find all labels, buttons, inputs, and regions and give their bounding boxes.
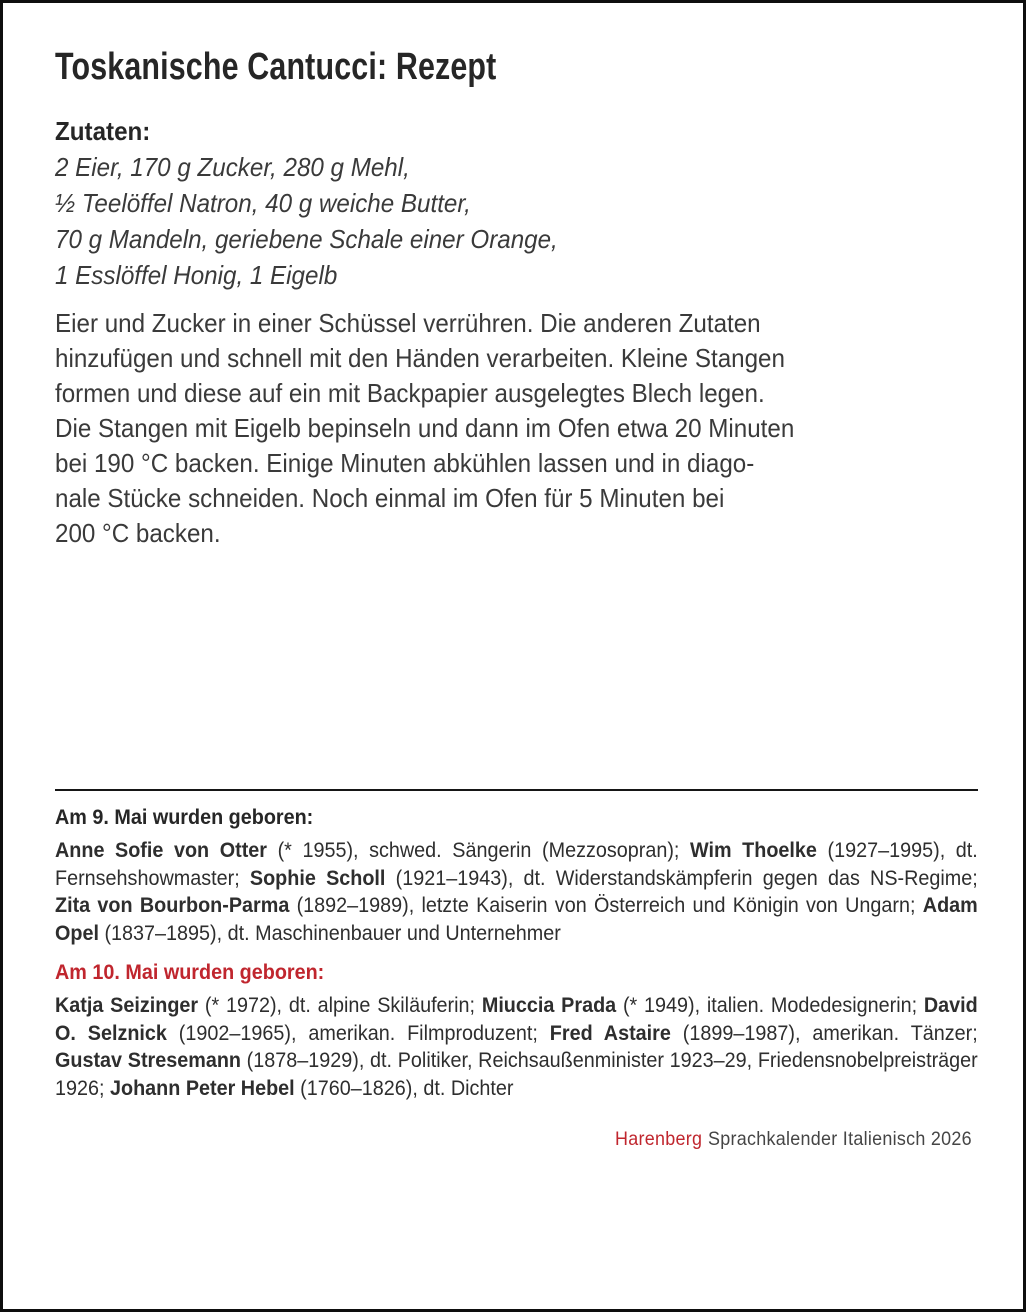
person-detail: (1902–1965), amerikan. Filmproduzent; — [166, 1020, 550, 1045]
person-detail: (* 1955), schwed. Sängerin (Mezzosopran); — [266, 838, 691, 862]
text-line: Die Stangen mit Eigelb bepinseln und dann im Ofen etwa 20 Minuten — [55, 413, 795, 443]
birthdays-section — [55, 789, 978, 1102]
footer — [615, 1127, 972, 1151]
text-line: 2 Eier, 170 g Zucker, 280 g Mehl, — [55, 152, 410, 182]
text-line: hinzufügen und schnell mit den Händen verarbeiten. Kleine Stangen — [55, 343, 785, 373]
person-name: Zita von Bourbon-Parma — [55, 893, 290, 917]
person-detail: (1878–1929), dt. Politiker, Reichsaußenminister 1923–29, Friedensnobelpreisträger 1926; — [55, 1048, 978, 1100]
text-line: bei 190 °C backen. Einige Minuten abkühlen lassen und in diago- — [55, 448, 755, 478]
person-detail: (1837–1895), dt. Maschinenbauer und Unternehmer — [98, 920, 561, 945]
birthdays-may10-heading: Am 10. Mai wurden geboren: — [55, 960, 325, 984]
recipe-section — [55, 47, 995, 551]
person-detail: (1760–1826), dt. Dichter — [294, 1075, 514, 1100]
footer-title: Sprachkalender Italienisch 2026 — [708, 1128, 972, 1150]
person-detail: (1892–1989), letzte Kaiserin von Österreich und Königin von Ungarn; — [289, 893, 923, 917]
text-line: 200 °C backen. — [55, 518, 221, 548]
instructions-text — [55, 306, 978, 551]
person-detail: (1921–1943), dt. Widerstandskämpferin gegen das NS-Regime; — [385, 865, 978, 890]
person-detail: (1899–1987), amerikan. Tänzer; — [670, 1020, 978, 1045]
text-line: ½ Teelöffel Natron, 40 g weiche Butter, — [55, 188, 471, 218]
birthdays-may9-text — [55, 837, 978, 947]
person-name: Johann Peter Hebel — [109, 1075, 295, 1100]
person-name: Katja Seizinger — [55, 993, 199, 1017]
birthdays-content — [55, 805, 978, 1102]
person-name: David O. Selznick — [55, 993, 978, 1045]
text-line: formen und diese auf ein mit Backpapier ausgelegtes Blech legen. — [55, 378, 765, 408]
person-detail: (1927–1995), dt. Fernsehshowmaster; — [55, 838, 978, 890]
recipe-body — [55, 113, 978, 551]
person-detail: (* 1949), italien. Modedesignerin; — [616, 993, 924, 1017]
person-detail: (* 1972), dt. alpine Skiläuferin; — [198, 993, 482, 1017]
birthdays-may10-text — [55, 992, 978, 1102]
text-line: 70 g Mandeln, geriebene Schale einer Orange, — [55, 224, 558, 254]
ingredients-list — [55, 149, 978, 293]
person-name: Miuccia Prada — [481, 993, 617, 1017]
text-line: Eier und Zucker in einer Schüssel verrühren. Die anderen Zutaten — [55, 308, 761, 338]
birthdays-may9-heading: Am 9. Mai wurden geboren: — [55, 805, 314, 829]
person-name: Fred Astaire — [549, 1020, 671, 1045]
brand-name: Harenberg — [615, 1128, 703, 1150]
person-name: Wim Thoelke — [690, 838, 817, 862]
ingredients-heading: Zutaten: — [55, 116, 151, 146]
text-line: 1 Esslöffel Honig, 1 Eigelb — [55, 260, 338, 290]
page-title: Toskanische Cantucci: Rezept — [55, 46, 497, 88]
text-line: nale Stücke schneiden. Noch einmal im Ofen für 5 Minuten bei — [55, 483, 725, 513]
person-name: Gustav Stresemann — [55, 1048, 241, 1072]
person-name: Sophie Scholl — [249, 865, 386, 890]
person-name: Adam Opel — [55, 893, 978, 945]
person-name: Anne Sofie von Otter — [55, 838, 267, 862]
